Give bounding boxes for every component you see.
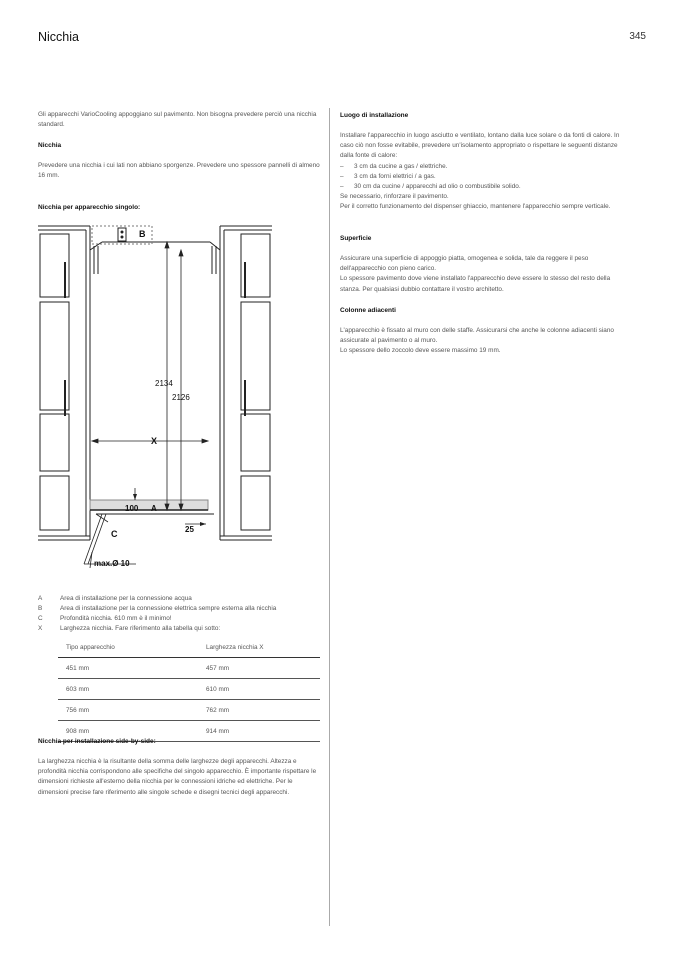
dim-2134: 2134	[155, 379, 173, 388]
water-area	[90, 500, 208, 510]
intro-text: Gli apparecchi VarioCooling appoggiano sul pavimento. Non bisogna prevedere perciò una nicchia standard.	[38, 111, 317, 129]
dim-2126: 2126	[172, 393, 190, 402]
niche-width-table	[58, 637, 320, 742]
surface-text-2: Lo spessore pavimento dove viene installato l'apparecchio deve essere lo stesso del resto della stanza. Per qualsiasi dubbio contattare il vostro architetto.	[340, 275, 611, 293]
distance-list	[340, 162, 632, 193]
list-item: – 3 cm da forni elettrici / a gas.	[340, 172, 632, 182]
niche-text: Prevedere una nicchia i cui lati non abbiano sporgenze. Prevedere uno spessore pannelli di almeno 16 mm.	[38, 162, 320, 180]
page-title: Nicchia	[38, 30, 79, 44]
location-note-1: Se necessario, rinforzare il pavimento.	[340, 193, 449, 201]
label-c: C	[111, 529, 118, 539]
dim-100: 100	[125, 504, 139, 513]
list-item: – 30 cm da cucine / apparecchi ad olio o combustibile solido.	[340, 182, 632, 192]
table-header: Tipo apparecchio	[58, 637, 206, 658]
table-cell: 908 mm	[58, 721, 206, 742]
label-x: X	[151, 436, 158, 446]
single-niche-heading: Nicchia per apparecchio singolo:	[38, 204, 141, 211]
left-cabinet	[38, 226, 90, 540]
legend-x: X Larghezza nicchia. Fare riferimento alla tabella qui sotto:	[38, 625, 221, 632]
location-text: Installare l'apparecchio in luogo asciutto e ventilato, lontano dalla luce solare o da fonti di calore. In caso ciò non fosse evitabile, prevedere un'isolamento appropriato o rispettare le seguenti distanze dalla fonte di calore:	[340, 132, 620, 160]
columns-heading: Colonne adiacenti	[340, 307, 396, 314]
surface-heading: Superficie	[340, 235, 372, 242]
table-cell: 756 mm	[58, 700, 206, 721]
table-cell: 610 mm	[206, 679, 320, 700]
table-cell: 451 mm	[58, 658, 206, 679]
location-section	[340, 131, 632, 213]
height-dims	[160, 242, 183, 510]
table-cell: 457 mm	[206, 658, 320, 679]
table-row	[58, 658, 320, 679]
page-number: 345	[629, 31, 646, 42]
table-header-row	[58, 637, 320, 658]
width-dim	[92, 439, 208, 443]
legend-b: B Area di installazione per la connessione elettrica sempre esterna alla nicchia	[38, 605, 277, 612]
table-header: Larghezza nicchia X	[206, 637, 320, 658]
dim-max: max.Ø 10	[94, 559, 130, 568]
location-heading: Luogo di installazione	[340, 112, 409, 119]
right-cabinet	[220, 226, 272, 540]
column-divider	[329, 108, 330, 926]
table-cell: 762 mm	[206, 700, 320, 721]
label-b: B	[139, 229, 146, 239]
surface-section	[340, 254, 632, 295]
surface-text-1: Assicurare una superficie di appoggio piatta, omogenea e solida, tale da reggere il peso dell'apparecchio con pieno carico.	[340, 255, 589, 273]
columns-text-2: Lo spessore dello zoccolo deve essere massimo 19 mm.	[340, 347, 501, 355]
legend-a: A Area di installazione per la connessione acqua	[38, 595, 192, 602]
location-note-2: Per il corretto funzionamento del dispenser ghiaccio, mantenere l'apparecchio sempre verticale.	[340, 203, 611, 211]
table-cell: 603 mm	[58, 679, 206, 700]
niche-diagram	[38, 222, 272, 574]
columns-section	[340, 326, 632, 357]
table-cell: 914 mm	[206, 721, 320, 742]
label-a: A	[151, 504, 157, 513]
table-row	[58, 700, 320, 721]
legend-c: C Profondità nicchia. 610 mm è il minimo!	[38, 615, 172, 622]
columns-text-1: L'apparecchio è fissato al muro con delle staffe. Assicurarsi che anche le colonne adiacenti siano assicurate al pavimento o al muro.	[340, 327, 614, 345]
side-by-side-text: La larghezza nicchia è la risultante della somma delle larghezze degli apparecchi. Altezza e profondità nicchia corrispondono alle specifiche del singolo apparecchio. È importante rispettare le dimensioni richieste all'esterno della nicchia per le connessioni idriche ed elettriche. Per le dimensioni precise fare riferimento alle singole schede e disegni tecnici degli apparecchi.	[38, 758, 317, 796]
dim-25: 25	[185, 525, 194, 534]
niche-heading: Nicchia	[38, 142, 62, 149]
side-by-side-heading: Nicchia per installazione side-by-side:	[38, 738, 156, 745]
niche-outline	[90, 242, 220, 274]
list-item: – 3 cm da cucine a gas / elettriche.	[340, 162, 632, 172]
table-row	[58, 679, 320, 700]
socket-icon	[118, 228, 126, 241]
